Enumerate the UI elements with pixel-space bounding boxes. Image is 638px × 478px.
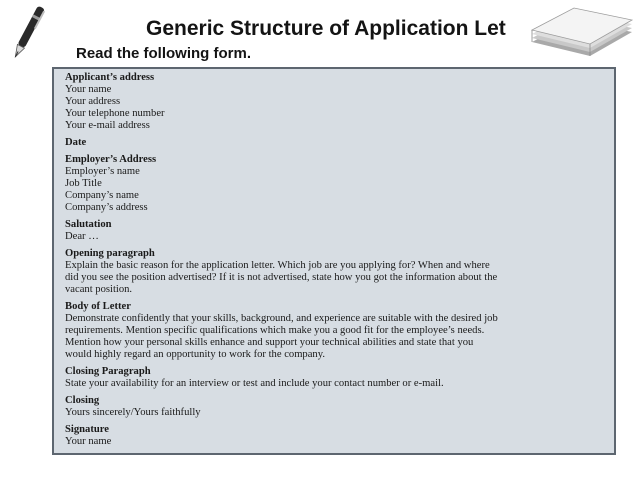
section-line: Demonstrate confidently that your skills, background, and experience are suitable with the desired job [65, 313, 498, 324]
section-heading: Opening paragraph [65, 248, 155, 259]
section-heading: Closing Paragraph [65, 366, 151, 377]
section-heading: Applicant’s address [65, 72, 155, 83]
section-line: Mention how your personal skills enhance and support your technical abilities and state that you [65, 337, 474, 348]
section-heading: Closing [65, 395, 100, 406]
section-line: did you see the position advertised? If it is not advertised, state how you got the information about the [65, 272, 498, 283]
section-heading: Date [65, 137, 87, 148]
section-line: Yours sincerely/Yours faithfully [65, 407, 201, 418]
section-line: Company’s name [65, 190, 139, 201]
form-section [65, 395, 608, 419]
section-heading: Salutation [65, 219, 112, 230]
form-section [65, 154, 608, 214]
section-line: Your e-mail address [65, 120, 150, 131]
paper-stack-icon [526, 2, 636, 60]
form-section [65, 301, 608, 361]
section-line: Your address [65, 96, 121, 107]
section-line: Employer’s name [65, 166, 140, 177]
section-line: Explain the basic reason for the application letter. Which job are you applying for? When and where [65, 260, 490, 271]
slide-subtitle: Read the following form. [76, 45, 251, 62]
form-section [65, 424, 608, 448]
section-line: Company’s address [65, 202, 148, 213]
section-heading: Body of Letter [65, 301, 131, 312]
section-line: State your availability for an interview or test and include your contact number or e-mail. [65, 378, 444, 389]
application-letter-form [52, 67, 616, 455]
section-line: Your telephone number [65, 108, 165, 119]
form-section [65, 137, 608, 149]
form-section [65, 72, 608, 132]
section-line: Your name [65, 436, 112, 447]
section-line: Dear … [65, 231, 99, 242]
section-line: Job Title [65, 178, 102, 189]
section-line: Your name [65, 84, 112, 95]
section-heading: Employer’s Address [65, 154, 157, 165]
form-section [65, 366, 608, 390]
form-section [65, 248, 608, 296]
pen-icon [8, 2, 48, 64]
section-line: requirements. Mention specific qualifications which make you a good fit for the employee’s needs. [65, 325, 485, 336]
section-heading: Signature [65, 424, 109, 435]
section-line: vacant position. [65, 284, 133, 295]
section-line: would highly regard an opportunity to work for the company. [65, 349, 325, 360]
form-section [65, 219, 608, 243]
slide-title: Generic Structure of Application Let [146, 17, 506, 40]
